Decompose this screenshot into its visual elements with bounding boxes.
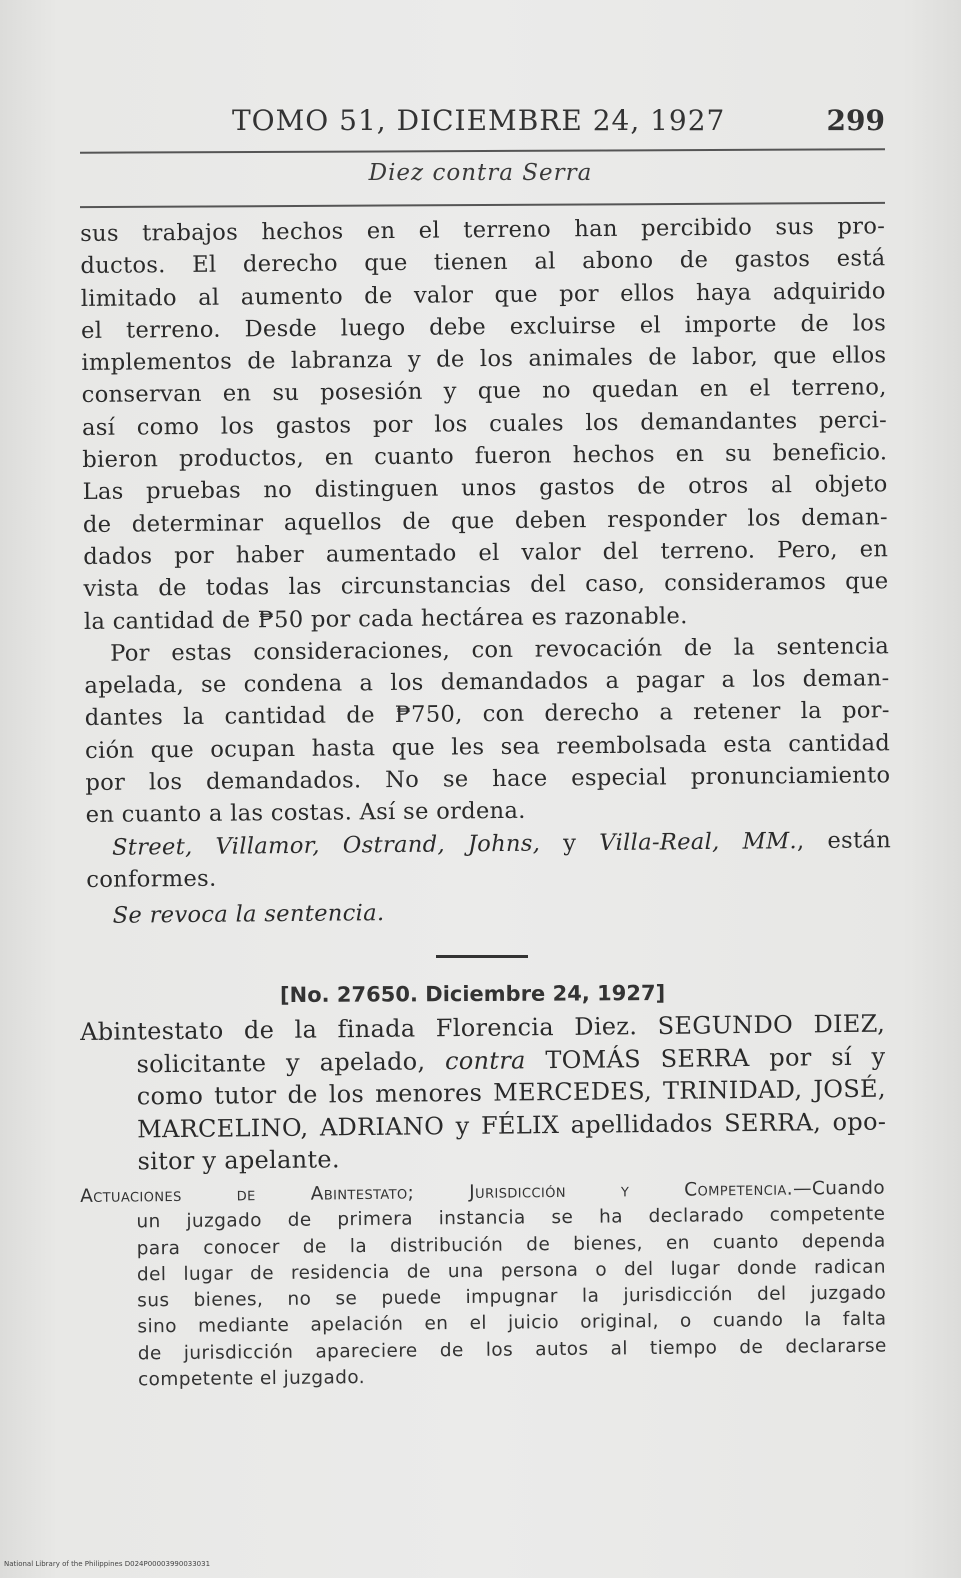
syllabus-line: sus bienes, no se puede impugnar la jurisdicción del juzgado	[137, 1282, 887, 1312]
header-rule-bottom	[80, 202, 885, 208]
case-number: [No. 27650. Diciembre 24, 1927]	[279, 980, 666, 1008]
syllabus-line: un juzgado de primera instancia se ha declarado competente	[136, 1203, 886, 1233]
caption-line: MARCELINO, ADRIANO y FÉLIX apellidados SERRA, opo-	[137, 1107, 887, 1143]
syllabus-line: competente el juzgado.	[137, 1367, 366, 1391]
page-number: 299	[826, 104, 885, 137]
concurrence	[86, 824, 892, 896]
running-title: TOMO 51, DICIEMBRE 24, 1927	[232, 104, 726, 137]
case-short-title: Diez contra Serra	[368, 160, 593, 186]
paragraph-2	[84, 630, 891, 831]
paragraph-1	[80, 210, 889, 638]
syllabus-line: sino mediante apelación en el juicio original, o cuando la falta	[137, 1309, 887, 1338]
syllabus	[80, 1176, 887, 1395]
caption-party: TOMÁS SERRA por sí y	[545, 1042, 886, 1074]
text-line: así como los gastos por los cuales los demandantes perci-	[81, 407, 888, 441]
text-line: dados por haber aumentado el valor del terreno. Pero, en	[83, 536, 889, 570]
concurrence-verb: , están	[796, 826, 892, 854]
text-line: implementos de labranza y de los animales de labor, que ellos	[81, 342, 887, 377]
text-line: sus trabajos hechos en el terreno han percibido sus pro-	[80, 213, 886, 247]
concurrence-end: conformes.	[86, 865, 217, 893]
case-caption	[80, 1008, 887, 1179]
text-line: Las pruebas no distinguen unos gastos de otros al objeto	[82, 471, 888, 506]
text-line: la cantidad de ₱50 por cada hectárea es razonable.	[83, 602, 688, 635]
text-line: por los demandados. No se hace especial pronunciamiento	[85, 762, 891, 797]
caption-contra: contra	[444, 1045, 526, 1075]
caption-line: como tutor de los menores MERCEDES, TRINIDAD, JOSÉ,	[136, 1074, 886, 1111]
text-line: dantes la cantidad de ₱750, con derecho a retener la por-	[84, 697, 890, 732]
text-line: el terreno. Desde luego debe excluirse el importe de los	[80, 310, 887, 344]
judgment	[87, 892, 892, 932]
syllabus-line: para conocer de la distribución de bienes, en cuanto dependa	[136, 1230, 886, 1260]
syllabus-heading: Actuaciones de Abintestato; Jurisdicción y Competencia.	[80, 1178, 794, 1207]
text-line: ción que ocupan hasta que les sea reembolsada esta cantidad	[84, 729, 891, 764]
syllabus-lead: —Cuando	[792, 1177, 886, 1200]
text-line: bieron productos, en cuanto fueron hechos en su beneficio.	[82, 439, 888, 474]
text-line: limitado al aumento de valor que por ellos haya adquirido	[80, 277, 886, 312]
text-line: apelada, se condena a los demandados a pagar a los deman-	[84, 665, 890, 700]
conjunction: y	[563, 829, 577, 857]
text-line: ductos. El derecho que tienen al abono de gastos está	[80, 245, 886, 280]
concurring-justices: Street, Villamor, Ostrand, Johns,	[111, 830, 541, 861]
caption-party: solicitante y apelado,	[136, 1046, 426, 1078]
decision-text	[80, 210, 892, 932]
text-line: en cuanto a las costas. Así se ordena.	[85, 798, 526, 829]
header-rule-top	[80, 148, 885, 154]
text-line: vista de todas las circunstancias del caso, consideramos que	[83, 568, 889, 603]
caption-line: sitor y apelante.	[137, 1145, 340, 1176]
syllabus-line: de jurisdicción apareciere de los autos al tiempo de declararse	[137, 1335, 887, 1365]
judgment-text: Se revoca la sentencia.	[112, 900, 385, 929]
text-line: conservan en su posesión y que no quedan en el terreno,	[81, 374, 887, 409]
concurring-justices-2: Villa-Real, MM.	[599, 827, 798, 856]
caption-line: Abintestato de la finada Florencia Diez. SEGUNDO DIEZ,	[80, 1009, 886, 1046]
text-line: de determinar aquellos de que deben responder los deman-	[82, 503, 889, 538]
text-line: Por estas consideraciones, con revocación de la sentencia	[110, 633, 890, 667]
running-header	[80, 100, 885, 144]
scan-credit: National Library of the Philippines D024P00003990033031	[4, 1560, 211, 1568]
section-divider	[436, 955, 528, 958]
syllabus-line: del lugar de residencia de una persona o del lugar donde radican	[136, 1256, 887, 1286]
